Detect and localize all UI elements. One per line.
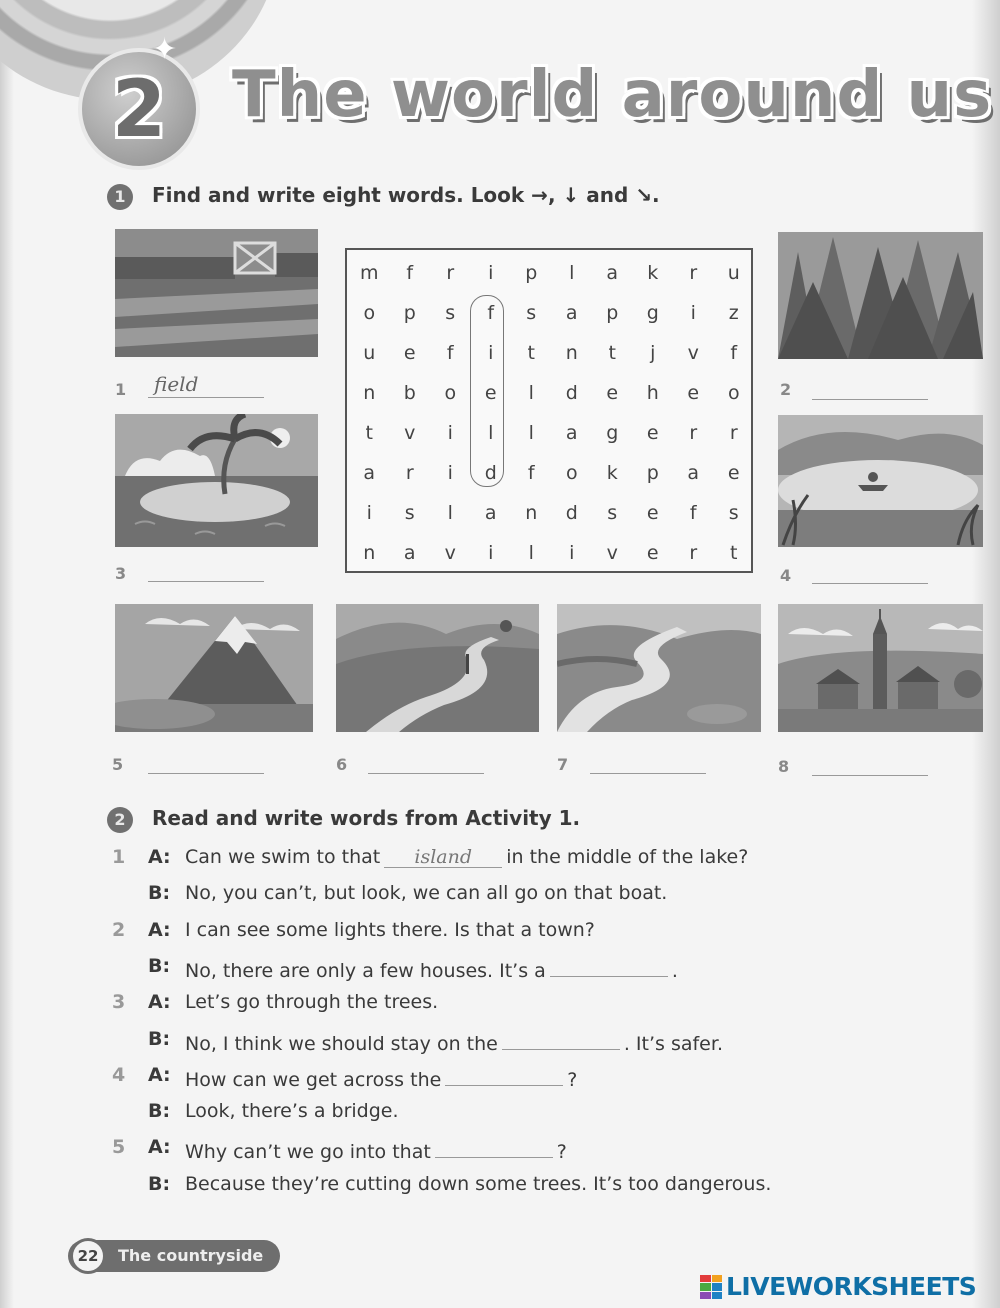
answer-field-6[interactable]: [368, 748, 484, 774]
word-search-letter[interactable]: r: [689, 542, 698, 564]
word-search-letter[interactable]: s: [526, 302, 537, 324]
dialogue-text-before: Let’s go through the trees.: [185, 991, 439, 1014]
word-search-row: [347, 413, 751, 453]
word-search-letter[interactable]: a: [565, 422, 578, 444]
speaker-label: B:: [148, 1172, 171, 1195]
dialogue-text: [185, 846, 748, 868]
word-search-letter[interactable]: e: [646, 502, 659, 524]
dialogue-text: [185, 1173, 771, 1195]
activity-2-instruction: Read and write words from Activity 1.: [152, 806, 581, 830]
word-search-letter[interactable]: i: [488, 342, 494, 364]
item-number: 1: [115, 380, 127, 399]
picture-river: [557, 604, 761, 732]
word-search-row: [347, 293, 751, 333]
word-search-letter[interactable]: d: [565, 502, 578, 524]
answer-blank[interactable]: [445, 1064, 563, 1086]
word-search-letter[interactable]: o: [363, 302, 376, 324]
word-search-letter[interactable]: p: [646, 462, 659, 484]
speaker-label: A:: [148, 1063, 171, 1086]
dialogue-text: [185, 955, 678, 982]
answer-blank[interactable]: island: [384, 846, 502, 868]
question-number: 3: [112, 991, 126, 1014]
word-search-letter[interactable]: v: [687, 342, 699, 364]
dialogue-text-after: ?: [567, 1068, 578, 1091]
word-search-letter[interactable]: o: [444, 382, 457, 404]
dialogue-line: [112, 882, 872, 912]
word-search-row: [347, 253, 751, 293]
word-search-letter[interactable]: i: [488, 542, 494, 564]
item-number: 4: [780, 566, 792, 585]
activity-2-number: 2: [107, 807, 133, 833]
dialogue-text: [185, 882, 667, 904]
word-search-letter[interactable]: n: [363, 382, 376, 404]
answer-blank[interactable]: [502, 1028, 620, 1050]
word-search-letter[interactable]: b: [403, 382, 416, 404]
activity-1-instruction: Find and write eight words. Look →, ↓ and ↘.: [152, 183, 660, 207]
word-search-row: [347, 493, 751, 533]
dialogue-text-before: I can see some lights there. Is that a town?: [185, 918, 595, 941]
word-search-letter[interactable]: d: [484, 462, 497, 484]
speaker-label: A:: [148, 991, 171, 1014]
answer-field-3[interactable]: [148, 556, 264, 582]
word-search-letter[interactable]: z: [728, 302, 739, 324]
word-search-letter[interactable]: f: [406, 262, 414, 284]
word-search-letter[interactable]: e: [646, 542, 659, 564]
word-search-letter[interactable]: a: [484, 502, 497, 524]
word-search-letter[interactable]: u: [727, 262, 740, 284]
liveworksheets-logo-icon: [700, 1275, 722, 1299]
answer-field-5[interactable]: [148, 748, 264, 774]
unit-title: The world around us: [232, 58, 993, 132]
speaker-label: B:: [148, 954, 171, 977]
dialogue-text: [185, 1064, 577, 1091]
item-number: 8: [778, 757, 790, 776]
word-search-letter[interactable]: i: [447, 462, 453, 484]
word-search-letter[interactable]: n: [565, 342, 578, 364]
item-number: 6: [336, 755, 348, 774]
item-number: 5: [112, 755, 124, 774]
picture-forest: [778, 232, 983, 359]
question-number: 4: [112, 1063, 126, 1086]
word-search-letter[interactable]: t: [608, 342, 616, 364]
word-search-letter[interactable]: k: [647, 262, 659, 284]
dialogue-text-before: No, there are only a few houses. It’s a: [185, 959, 546, 982]
word-search-letter[interactable]: a: [687, 462, 700, 484]
word-search-letter[interactable]: g: [606, 422, 619, 444]
word-search-letter[interactable]: e: [484, 382, 497, 404]
unit-badge: [78, 48, 200, 170]
picture-field: [115, 229, 318, 357]
section-title: The countryside: [118, 1246, 264, 1265]
speaker-label: B:: [148, 882, 171, 905]
dialogue-line: [112, 846, 872, 876]
answer-field-2[interactable]: [812, 374, 928, 400]
word-search-letter[interactable]: f: [730, 342, 738, 364]
sparkle-icon: ✦: [152, 32, 178, 67]
dialogue-text-before: Can we swim to that: [185, 846, 381, 868]
page-edge-left: [0, 0, 14, 1308]
dialogue-text-after: . It’s safer.: [623, 1032, 723, 1055]
word-search-letter[interactable]: i: [366, 502, 372, 524]
activity-1-number: 1: [107, 184, 133, 210]
word-search-letter[interactable]: r: [405, 462, 414, 484]
dialogue-line: [112, 955, 872, 985]
dialogue-text-before: How can we get across the: [185, 1068, 442, 1091]
word-search-letter[interactable]: v: [606, 542, 618, 564]
word-search-letter[interactable]: p: [606, 302, 619, 324]
word-search-letter[interactable]: f: [487, 302, 495, 324]
word-search-letter[interactable]: s: [607, 502, 618, 524]
word-search-letter[interactable]: r: [446, 262, 455, 284]
picture-island: [115, 414, 318, 547]
word-search-letter[interactable]: i: [488, 262, 494, 284]
dialogue-line: [112, 1028, 872, 1058]
word-search-row: [347, 373, 751, 413]
picture-lake: [778, 415, 983, 547]
picture-path: [336, 604, 539, 732]
dialogue-text-after: .: [671, 959, 678, 982]
word-search-letter[interactable]: m: [359, 262, 379, 284]
dialogue-text: [185, 919, 595, 941]
word-search-letter[interactable]: o: [565, 462, 578, 484]
dialogue-text-after: ?: [556, 1141, 567, 1164]
speaker-label: B:: [148, 1100, 171, 1123]
word-search-letter[interactable]: o: [727, 382, 740, 404]
item-number: 7: [557, 755, 569, 774]
word-search-letter[interactable]: a: [565, 302, 578, 324]
speaker-label: A:: [148, 846, 171, 868]
word-search-letter[interactable]: l: [569, 262, 575, 284]
word-search-letter[interactable]: n: [363, 542, 376, 564]
word-search-grid: [345, 248, 753, 573]
word-search-letter[interactable]: l: [447, 502, 453, 524]
dialogue-line: [112, 1064, 872, 1094]
word-search-letter[interactable]: i: [569, 542, 575, 564]
word-search-letter[interactable]: f: [446, 342, 454, 364]
word-search-letter[interactable]: r: [729, 422, 738, 444]
answer-field-4[interactable]: [812, 558, 928, 584]
word-search-letter[interactable]: f: [689, 502, 697, 524]
item-number: 3: [115, 564, 127, 583]
question-number: 2: [112, 918, 126, 941]
word-search-letter[interactable]: s: [445, 302, 456, 324]
word-search-letter[interactable]: l: [528, 382, 534, 404]
word-search-letter[interactable]: t: [730, 542, 738, 564]
word-search-letter[interactable]: e: [606, 382, 619, 404]
speaker-label: A:: [148, 918, 171, 941]
word-search-letter[interactable]: l: [488, 422, 494, 444]
word-search-letter[interactable]: i: [447, 422, 453, 444]
word-circle-field: [470, 295, 504, 487]
speaker-label: A:: [148, 1136, 171, 1159]
word-search-letter[interactable]: r: [689, 262, 698, 284]
speaker-label: B:: [148, 1027, 171, 1050]
answer-field-7[interactable]: [590, 748, 706, 774]
word-search-letter[interactable]: d: [565, 382, 578, 404]
word-search-row: [347, 333, 751, 373]
answer-blank[interactable]: [550, 955, 668, 977]
dialogue-text-after: in the middle of the lake?: [506, 846, 749, 868]
question-number: 1: [112, 846, 126, 868]
dialogue-text: [185, 1100, 399, 1122]
word-search-letter[interactable]: s: [404, 502, 415, 524]
word-search-letter[interactable]: l: [528, 542, 534, 564]
word-search-letter[interactable]: p: [525, 262, 538, 284]
word-search-letter[interactable]: t: [365, 422, 373, 444]
dialogue-line: [112, 991, 872, 1021]
word-search-letter[interactable]: f: [527, 462, 535, 484]
dialogue-text-before: Look, there’s a bridge.: [185, 1100, 399, 1123]
word-search-letter[interactable]: a: [606, 262, 619, 284]
word-search-letter[interactable]: j: [650, 342, 656, 364]
dialogue-text-before: No, I think we should stay on the: [185, 1032, 498, 1055]
word-search-row: [347, 533, 751, 573]
word-search-letter[interactable]: a: [363, 462, 376, 484]
word-search-letter[interactable]: h: [646, 382, 659, 404]
word-search-letter[interactable]: s: [728, 502, 739, 524]
dialogue-text-before: Because they’re cutting down some trees. It’s too dangerous.: [185, 1172, 772, 1195]
word-search-letter[interactable]: v: [404, 422, 416, 444]
answer-field-8[interactable]: [812, 750, 928, 776]
word-search-letter[interactable]: k: [606, 462, 618, 484]
word-search-letter[interactable]: e: [687, 382, 700, 404]
page-number: 22: [70, 1238, 106, 1274]
liveworksheets-logo-text: LIVEWORKSHEETS: [726, 1272, 977, 1301]
question-number: 5: [112, 1136, 126, 1159]
dialogue-text-before: Why can’t we go into that: [185, 1141, 431, 1164]
dialogue-line: [112, 919, 872, 949]
word-search-letter[interactable]: t: [527, 342, 535, 364]
picture-mountain: [115, 604, 313, 732]
picture-village: [778, 604, 983, 732]
word-search-letter[interactable]: i: [690, 302, 696, 324]
word-search-row: [347, 453, 751, 493]
answer-blank[interactable]: [435, 1136, 553, 1158]
dialogue-text: [185, 1028, 723, 1055]
word-search-letter[interactable]: v: [444, 542, 456, 564]
dialogue-line: [112, 1100, 872, 1130]
word-search-letter[interactable]: a: [403, 542, 416, 564]
word-search-letter[interactable]: e: [646, 422, 659, 444]
word-search-letter[interactable]: u: [363, 342, 376, 364]
word-search-letter[interactable]: n: [525, 502, 538, 524]
word-search-letter[interactable]: g: [646, 302, 659, 324]
word-search-letter[interactable]: l: [528, 422, 534, 444]
dialogue-text-before: No, you can’t, but look, we can all go on that boat.: [185, 882, 668, 905]
dialogue-text: [185, 1136, 567, 1163]
unit-number: 2: [111, 65, 167, 155]
dialogue-line: [112, 1136, 872, 1166]
word-search-letter[interactable]: e: [403, 342, 416, 364]
answer-field-1[interactable]: field: [148, 372, 264, 398]
dialogue-line: [112, 1173, 872, 1203]
word-search-letter[interactable]: p: [403, 302, 416, 324]
word-search-letter[interactable]: e: [727, 462, 740, 484]
item-number: 2: [780, 380, 792, 399]
word-search-letter[interactable]: r: [689, 422, 698, 444]
dialogue-text: [185, 991, 438, 1013]
